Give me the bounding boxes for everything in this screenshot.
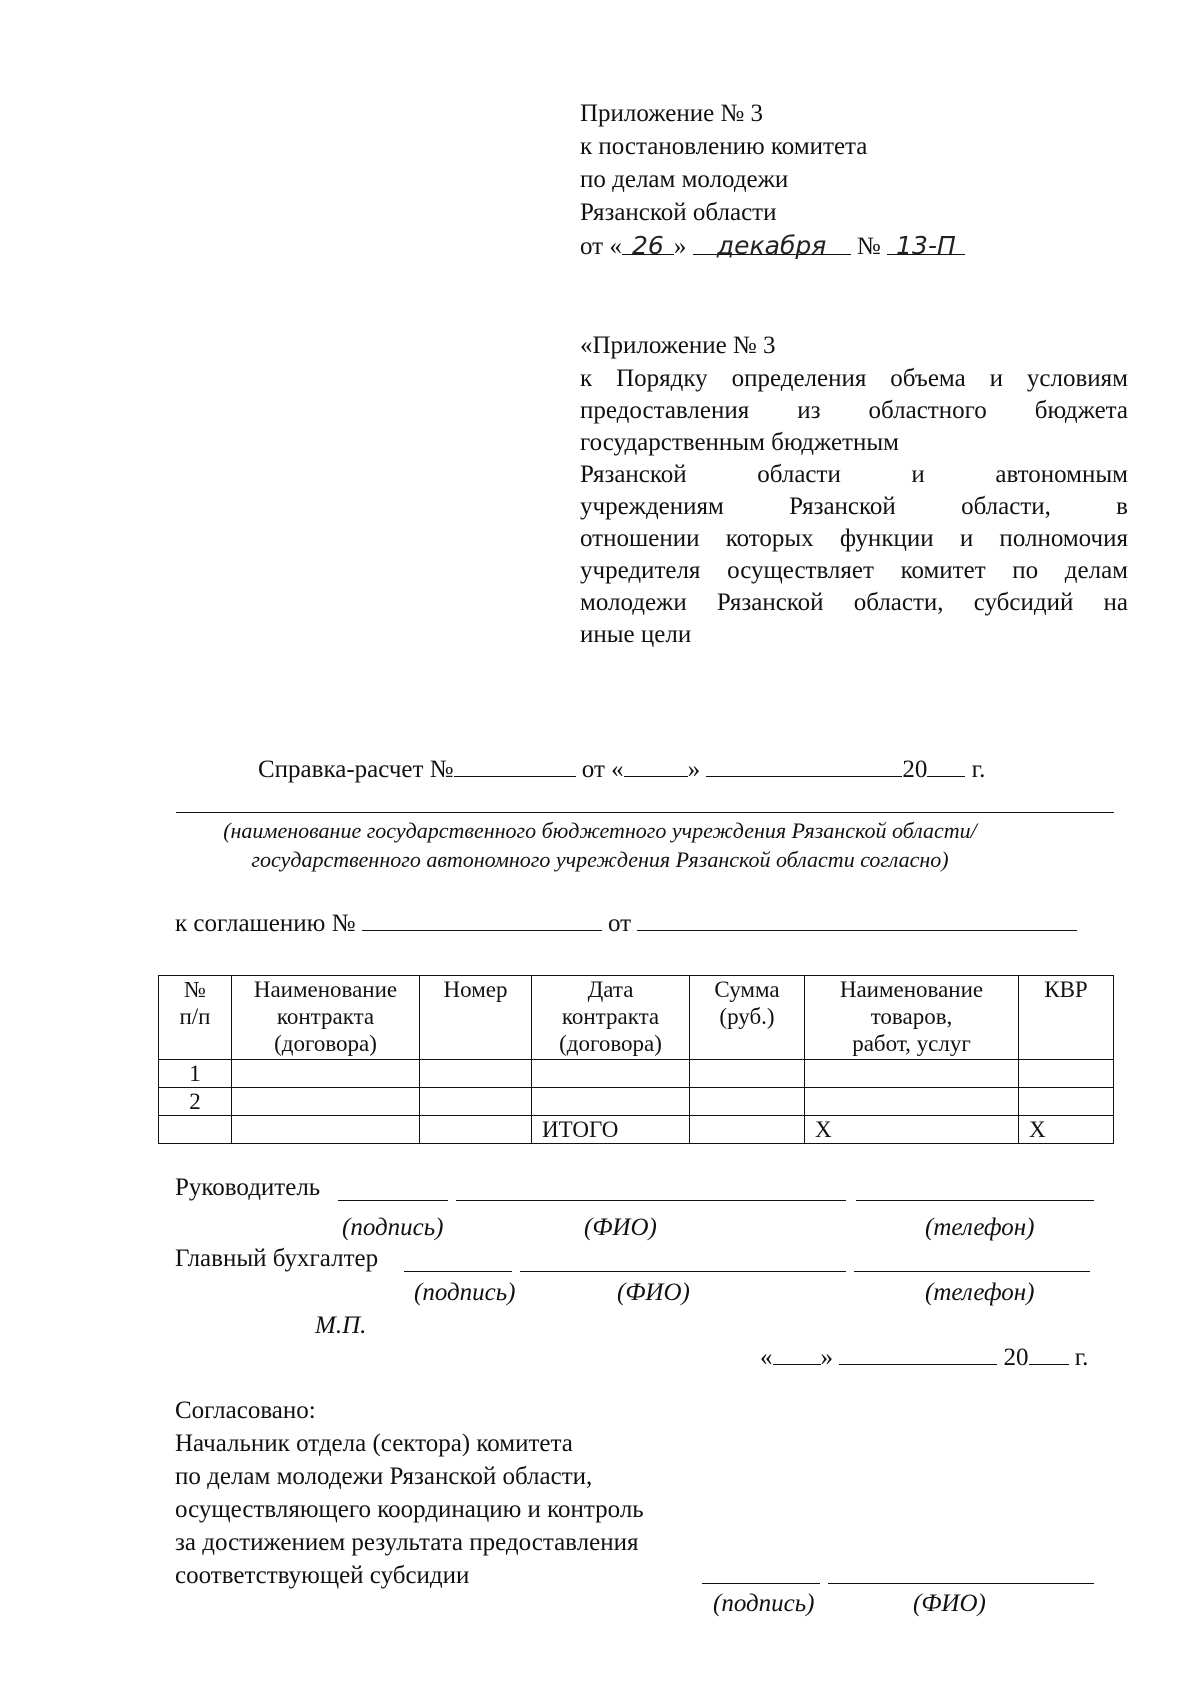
table-cell[interactable] [232,1060,420,1088]
chief-accountant-label: Главный бухгалтер [175,1245,379,1272]
agreement-label: к соглашению № [175,910,356,937]
signature-date-line [760,1340,1088,1373]
appendix-line: молодежи Рязанской области, субсидий на [580,589,1128,616]
institution-caption-1: (наименование государственного бюджетного учреждения Рязанской области/ [223,818,977,843]
certificate-quote-close: » [687,756,701,783]
table-total-row [159,1116,1114,1144]
certificate-from: от « [581,756,624,783]
certificate-title: Справка-расчет № [258,756,454,783]
header-line: Приложение № 3 [580,100,764,127]
approval-signature-blank[interactable] [702,1583,820,1584]
appendix-line: иные цели [580,621,692,648]
approval-line: по делам молодежи Рязанской области, [175,1463,593,1490]
total-goods-x: Х [805,1116,1019,1144]
agreement-date-blank[interactable] [637,906,1077,931]
chief-name-caption: (ФИО) [617,1279,690,1306]
header-cell-number: № п/п [159,976,232,1060]
appendix-line: учредителя осуществляет комитет по делам [580,557,1128,584]
head-phone-blank[interactable] [856,1200,1094,1201]
signature-year-blank[interactable] [1029,1340,1069,1365]
agreement-line [175,906,1077,939]
table-cell[interactable] [1019,1088,1114,1116]
table-cell[interactable] [532,1088,690,1116]
header-line: по делам молодежи [580,166,789,193]
chief-sign-caption: (подпись) [414,1279,516,1306]
appendix-line: к Порядку определения объема и условиям [580,365,1128,392]
date-open-quote: « [760,1344,773,1371]
head-phone-caption: (телефон) [925,1214,1035,1241]
date-mid: » [673,233,687,260]
table-cell[interactable] [420,1060,532,1088]
table-cell[interactable] [232,1088,420,1116]
appendix-title: «Приложение № 3 [580,332,776,359]
approval-name-caption: (ФИО) [913,1590,986,1617]
table-cell [420,1116,532,1144]
header-line: Рязанской области [580,199,777,226]
institution-name-blank[interactable] [176,812,1114,813]
header-cell-contract-date: Дата контракта (договора) [532,976,690,1060]
certificate-day-blank[interactable] [624,752,688,777]
total-sum-cell[interactable] [690,1116,805,1144]
handwritten-day: 26 [622,230,674,255]
number-prefix: № [856,233,881,260]
table-cell[interactable] [805,1060,1019,1088]
signature-year: 20 [1003,1344,1029,1371]
approval-title: Согласовано: [175,1397,316,1424]
table-header-row [159,976,1114,1060]
signature-day-blank[interactable] [773,1340,821,1365]
chief-name-blank[interactable] [520,1271,846,1272]
table-row [159,1060,1114,1088]
header-cell-goods: Наименование товаров, работ, услуг [805,976,1019,1060]
header-date-line [580,230,965,262]
approval-line: осуществляющего координацию и контроль [175,1496,644,1523]
head-sign-caption: (подпись) [342,1214,444,1241]
table-row [159,1088,1114,1116]
header-line: к постановлению комитета [580,133,868,160]
chief-signature-blank[interactable] [404,1271,512,1272]
certificate-month-blank[interactable] [706,752,902,777]
approval-line: Начальник отдела (сектора) комитета [175,1430,573,1457]
approval-line: за достижением результата предоставления [175,1529,639,1556]
certificate-year-blank[interactable] [927,752,965,777]
certificate-year: 20 [902,756,928,783]
head-name-caption: (ФИО) [584,1214,657,1241]
agreement-from: от [607,910,632,937]
chief-phone-blank[interactable] [854,1271,1090,1272]
appendix-line: отношении которых функции и полномочия [580,525,1128,552]
handwritten-number: 13-П [887,230,965,255]
table-cell: 2 [159,1088,232,1116]
date-prefix: от « [580,233,622,260]
header-cell-contract-number: Номер [420,976,532,1060]
head-signature-blank[interactable] [338,1200,448,1201]
table-cell[interactable] [420,1088,532,1116]
header-cell-kvr: КВР [1019,976,1114,1060]
contracts-table [158,975,1114,1144]
approval-sign-caption: (подпись) [713,1590,815,1617]
table-cell[interactable] [532,1060,690,1088]
certificate-year-suffix: г. [971,756,986,783]
appendix-line: учреждениям Рязанской области, в [580,493,1128,520]
head-name-blank[interactable] [456,1200,846,1201]
head-label: Руководитель [175,1174,321,1201]
handwritten-month: декабря [693,230,851,255]
appendix-line: предоставления из областного бюджета [580,397,1128,424]
agreement-number-blank[interactable] [362,906,602,931]
certificate-number-blank[interactable] [454,752,576,777]
signature-month-blank[interactable] [839,1340,997,1365]
total-label: ИТОГО [532,1116,690,1144]
appendix-line: государственным бюджетным [580,429,899,456]
table-cell [159,1116,232,1144]
table-cell[interactable] [690,1088,805,1116]
appendix-line: Рязанской области и автономным [580,461,1128,488]
signature-year-suffix: г. [1074,1344,1089,1371]
header-cell-contract-name: Наименование контракта (договора) [232,976,420,1060]
approval-line: соответствующей субсидии [175,1562,470,1589]
header-cell-sum: Сумма (руб.) [690,976,805,1060]
table-cell: 1 [159,1060,232,1088]
table-cell[interactable] [1019,1060,1114,1088]
chief-phone-caption: (телефон) [925,1279,1035,1306]
total-kvr-x: Х [1019,1116,1114,1144]
table-cell[interactable] [805,1088,1019,1116]
date-close-quote: » [820,1344,833,1371]
table-cell [232,1116,420,1144]
institution-caption-2: государственного автономного учреждения Рязанской области согласно) [251,847,949,872]
table-cell[interactable] [690,1060,805,1088]
approval-name-blank[interactable] [828,1583,1094,1584]
seal-label: М.П. [315,1312,367,1339]
certificate-title-line [258,752,985,785]
